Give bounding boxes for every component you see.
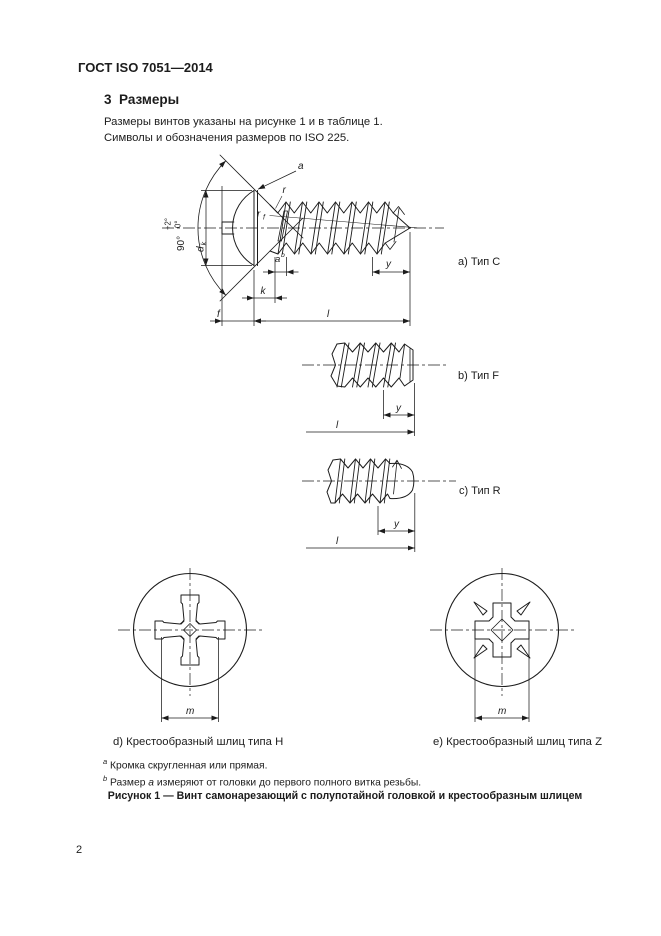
angle-label: 90° (176, 235, 187, 251)
dim-label-dk: d (195, 246, 207, 252)
type-c-label: a) Тип C (458, 256, 501, 268)
thread-bottom-outline (270, 228, 410, 254)
dim-label-l: l (336, 536, 339, 547)
intro-paragraph (104, 115, 383, 146)
angle-tol-zero: 0° (173, 220, 183, 228)
section-title: 3 Размеры (104, 92, 180, 107)
dim-label-y: y (396, 403, 401, 414)
footnote-a-marker: a (103, 757, 108, 766)
dim-label-k: k (260, 286, 266, 297)
dim-label-f: f (217, 309, 220, 320)
break-edge (327, 460, 333, 503)
dim-label-l: l (327, 309, 330, 320)
type-r-label: c) Тип R (459, 485, 501, 497)
intro-line-1: Размеры винтов указаны на рисунке 1 и в таблице 1. (104, 116, 383, 128)
footnotes (103, 755, 421, 790)
footnote-b: $^b$ Размер a измеряют от головки до первого полного витка резьбы. (103, 774, 422, 789)
dim-label-l: l (336, 420, 339, 431)
thread-top-outline (333, 459, 390, 468)
type-f-label: b) Тип F (458, 370, 499, 382)
recess-z-head-view (422, 548, 582, 724)
dim-label-rf-sub: f (263, 214, 265, 222)
dim-label-rf: r (257, 209, 261, 220)
recess-z-label: e) Крестообразный шлиц типа Z (433, 736, 602, 748)
dim-label-dk-sub: k (201, 241, 209, 246)
type-r-tip-drawing (300, 448, 460, 553)
dim-label-a-edge: a (298, 161, 304, 172)
page-number: 2 (76, 844, 83, 856)
intro-line-2: Символы и обозначения размеров по ISO 225. (104, 131, 350, 144)
footnote-b-marker: b (103, 774, 108, 784)
doc-number: ГОСТ ISO 7051—2014 (78, 60, 213, 75)
footnote-a: $^a$ Кромка скругленная или прямая. (103, 757, 268, 772)
recess-h-head-view (110, 548, 270, 724)
dim-label-y: y (386, 259, 391, 270)
recess-h-label: d) Крестообразный шлиц типа H (113, 736, 284, 748)
dim-label-ab-sup: b (281, 252, 285, 259)
dim-label-m: m (186, 706, 195, 717)
dim-label-y: y (394, 519, 399, 530)
footnote-b-symbol: a (148, 777, 155, 789)
figure-caption: Рисунок 1 — Винт самонарезающий с полупотайной головкой и крестообразным шлицем (107, 790, 583, 802)
dim-label-r: r (282, 185, 286, 196)
type-c-side-view-drawing (122, 153, 452, 333)
type-f-tip-drawing (300, 333, 450, 443)
dim-label-m: m (498, 706, 507, 717)
angle-tol-plus: +2° (163, 217, 173, 230)
dim-label-ab: a (275, 254, 281, 265)
